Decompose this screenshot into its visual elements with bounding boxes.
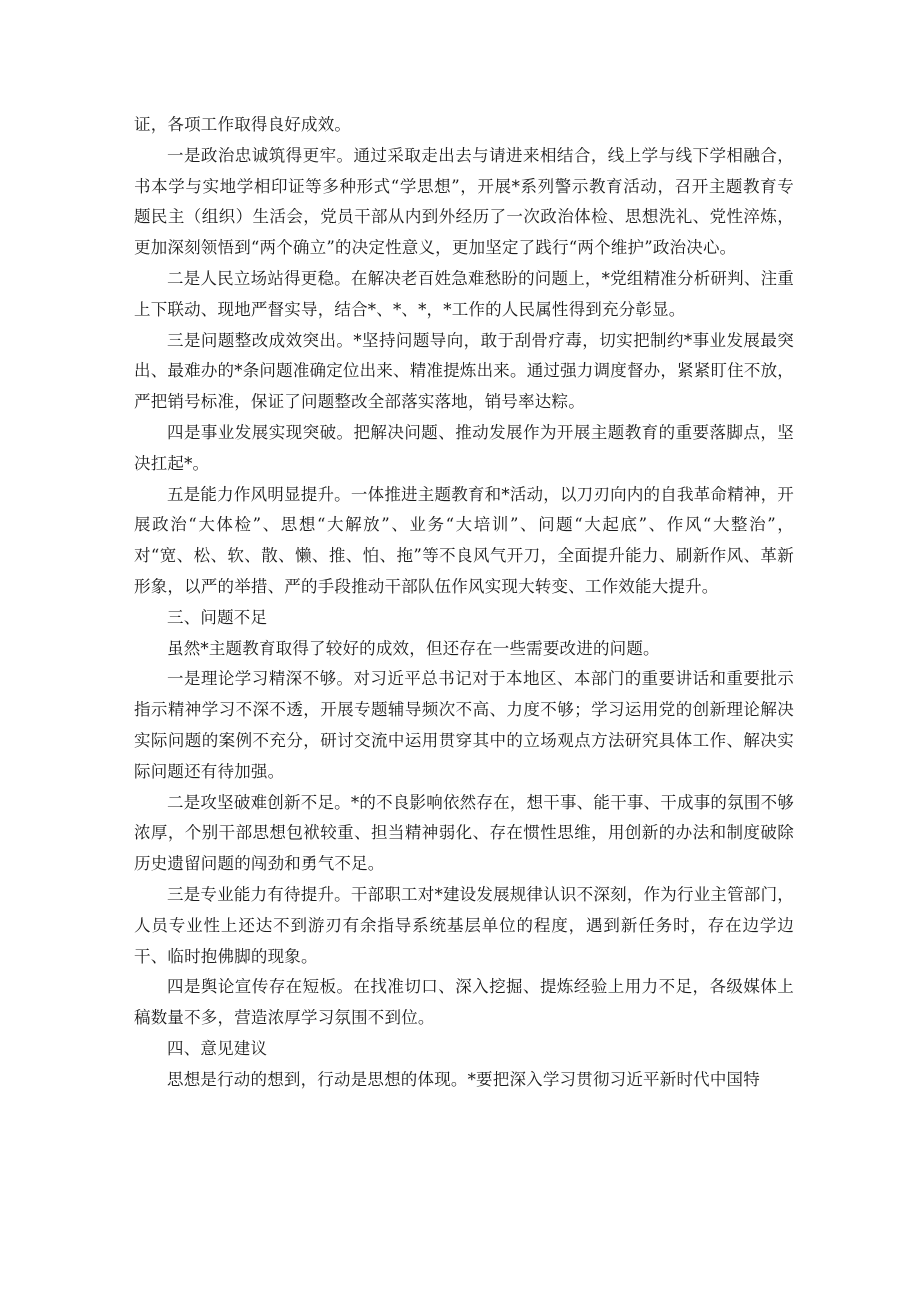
paragraph-rectification: 三是问题整改成效突出。*坚持问题导向，敢于刮骨疗毒，切实把制约*事业发展最突出、最难办的*条问题准确定位出来、精准提炼出来。通过强力调度督办，紧紧盯住不放，严把销号标准，保证了问题整改全部落实落地，销号率达粽。 xyxy=(134,330,794,412)
paragraph-political-loyalty: 一是政治忠诚筑得更牢。通过采取走出去与请进来相结合，线上学与线下学相融合，书本学与实地学相印证等多种形式“学思想”，开展*系列警示教育活动，召开主题教育专题民主（组织）生活会，党员干部从内到外经历了一次政治体检、思想洗礼、党性淬炼，更加深刻领悟到“两个确立”的决定性意义，更加坚定了践行“两个维护”政治决心。 xyxy=(134,145,794,258)
paragraph-continuation: 证，各项工作取得良好成效。 xyxy=(134,115,352,134)
paragraph-problems-intro: 虽然*主题教育取得了较好的成效，但还存在一些需要改进的问题。 xyxy=(167,638,660,658)
paragraph-breakthrough: 四是事业发展实现突破。把解决问题、推动发展作为开展主题教育的重要落脚点，坚决扛起*。 xyxy=(134,422,794,473)
paragraph-people-stance: 二是人民立场站得更稳。在解决老百姓急难愁盼的问题上，*党组精准分析研判、注重上下联动、现地严督实导，结合*、*、*，*工作的人民属性得到充分彰显。 xyxy=(134,268,794,319)
paragraph-theory-study: 一是理论学习精深不够。对习近平总书记对于本地区、本部门的重要讲话和重要批示指示精神学习不深不透，开展专题辅导频次不高、力度不够；学习运用党的创新理论解决实际问题的案例不充分，研讨交流中运用贯穿其中的立场观点方法研究具体工作、解决实际问题还有待加强。 xyxy=(134,669,794,781)
paragraph-publicity: 四是舆论宣传存在短板。在找准切口、深入挖掘、提炼经验上用力不足，各级媒体上稿数量不多，营造浓厚学习氛围不到位。 xyxy=(134,977,794,1028)
section-heading-suggestions: 四、意见建议 xyxy=(167,1038,268,1058)
section-heading-problems: 三、问题不足 xyxy=(167,607,268,627)
paragraph-ability-style: 五是能力作风明显提升。一体推进主题教育和*活动，以刀刃向内的自我革命精神，开展政治“大体检”、思想“大解放”、业务“大培训”、问题“大起底”、作风“大整治”，对“宽、松、软、散、懒、推、怕、拖”等不良风气开刀，全面提升能力、刷新作风、革新形象，以严的举措、严的手段推动干部队伍作风实现大转变、工作效能大提升。 xyxy=(134,484,794,596)
paragraph-innovation: 二是攻坚破难创新不足。*的不良影响依然存在，想干事、能干事、干成事的氛围不够浓厚，个别干部思想包袱较重、担当精神弱化、存在惯性思维，用创新的办法和制度破除历史遗留问题的闯劲和勇气不足。 xyxy=(134,792,794,874)
document-body xyxy=(134,110,794,1096)
paragraph-suggestions-intro: 思想是行动的想到，行动是思想的体现。*要把深入学习贯彻习近平新时代中国特 xyxy=(167,1069,760,1089)
paragraph-professional-ability: 三是专业能力有待提升。干部职工对*建设发展规律认识不深刻，作为行业主管部门，人员专业性上还达不到游刃有余指导系统基层单位的程度，遇到新任务时，存在边学边干、临时抱佛脚的现象。 xyxy=(134,884,794,966)
